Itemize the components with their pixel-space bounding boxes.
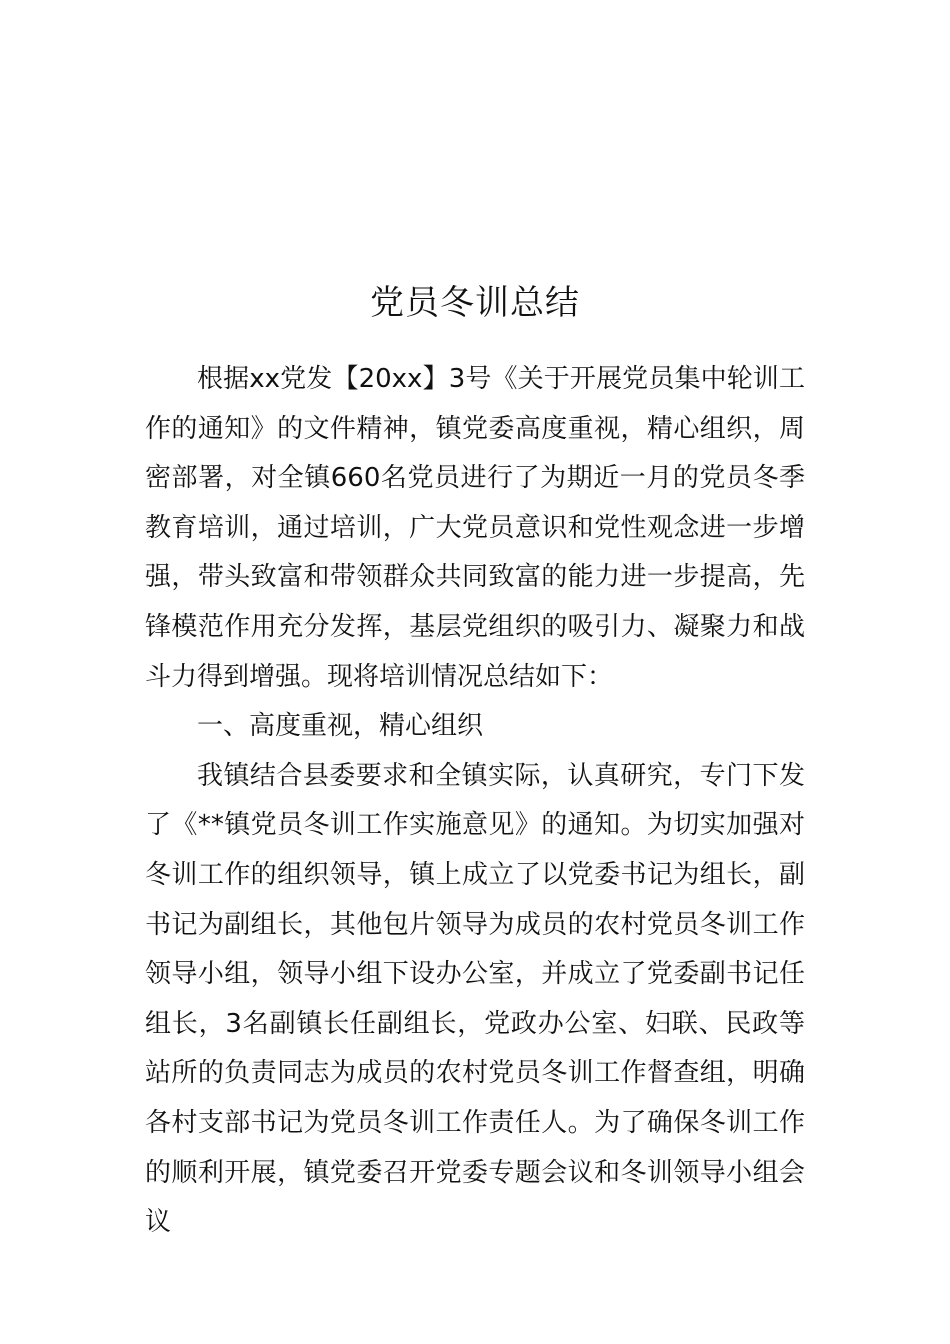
document-body bbox=[145, 355, 805, 1248]
document-title: 党员冬训总结 bbox=[370, 282, 580, 323]
section-paragraph: 我镇结合县委要求和全镇实际，认真研究，专门下发了《**镇党员冬训工作实施意见》的通知。为切实加强对冬训工作的组织领导，镇上成立了以党委书记为组长，副书记为副组长，其他包片领导为成员的农村党员冬训工作领导小组，领导小组下设办公室，并成立了党委副书记任组长，3名副镇长任副组长，党政办公室、妇联、民政等站所的负责同志为成员的农村党员冬训工作督查组，明确各村支部书记为党员冬训工作责任人。为了确保冬训工作的顺利开展，镇党委召开党委专题会议和冬训领导小组会议 bbox=[145, 760, 805, 1238]
section-heading: 一、高度重视，精心组织 bbox=[197, 711, 484, 742]
intro-paragraph: 根据xx党发【20xx】3号《关于开展党员集中轮训工作的通知》的文件精神，镇党委高度重视，精心组织，周密部署，对全镇660名党员进行了为期近一月的党员冬季教育培训，通过培训，广大党员意识和党性观念进一步增强，带头致富和带领群众共同致富的能力进一步提高，先锋模范作用充分发挥，基层党组织的吸引力、凝聚力和战斗力得到增强。现将培训情况总结如下： bbox=[145, 364, 805, 692]
